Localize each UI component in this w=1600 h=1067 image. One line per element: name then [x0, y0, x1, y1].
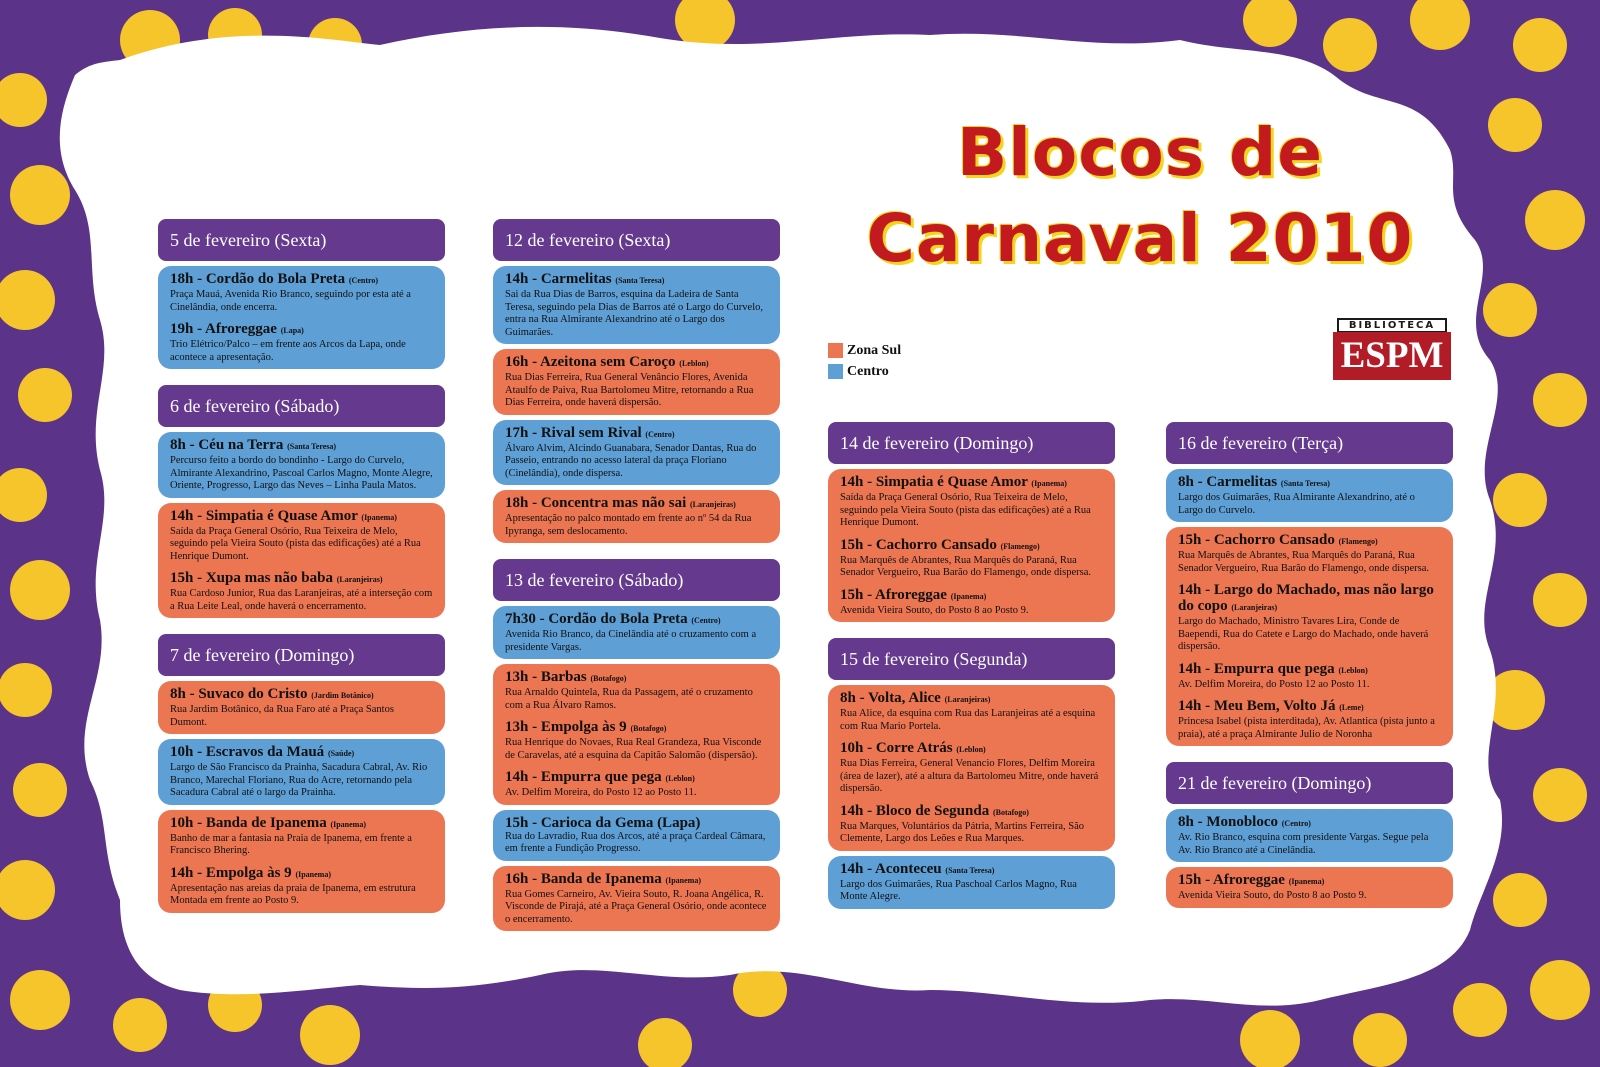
event-heading — [170, 815, 433, 833]
event-title: 14h - Bloco de Segunda — [840, 802, 990, 819]
polka-dot — [1483, 283, 1537, 337]
event-location: (Botafogo) — [630, 724, 667, 733]
centro-event-block — [1166, 469, 1453, 522]
polka-dot — [1353, 1013, 1407, 1067]
day-header: 13 de fevereiro (Sábado) — [493, 559, 780, 601]
event-title: 15h - Carioca da Gema (Lapa) — [505, 814, 701, 831]
event-item — [505, 611, 768, 654]
event-item — [840, 803, 1103, 846]
event-location: (Flamengo) — [1000, 541, 1040, 551]
polka-dot — [1323, 18, 1377, 72]
polka-dot — [1488, 98, 1542, 152]
event-route: Largo de São Francisco da Prainha, Sacadura Cabral, Av. Rio Branco, Marechal Floriano, Rua do Acre, retornando pela Sacadura Cabral até o largo da Prainha. — [170, 762, 428, 798]
event-heading — [840, 474, 1103, 492]
event-title: 15h - Xupa mas não baba — [170, 570, 333, 586]
event-title: 14h - Empurra que pega — [1178, 660, 1335, 677]
polka-dot — [18, 368, 72, 422]
zona-sul-event-block — [493, 866, 780, 932]
event-location: (Lapa) — [280, 326, 304, 335]
polka-dot — [113, 998, 167, 1052]
day-section — [158, 219, 445, 369]
event-route: Princesa Isabel (pista interditada), Av. Atlantica (pista junto a praia), até a praça Almirante Julio de Noronha — [1178, 716, 1435, 740]
event-heading — [1178, 698, 1441, 716]
event-item — [840, 537, 1103, 580]
event-title: 14h - Simpatia é Quase Amor — [840, 474, 1028, 490]
event-location: (Flamengo) — [1338, 537, 1378, 546]
polka-dot — [1493, 473, 1547, 527]
event-route: Praça Mauá, Avenida Rio Branco, seguindo por esta até a Cinelândia, onde encerra. — [170, 289, 411, 313]
event-location: (Botafogo) — [590, 674, 627, 683]
day-header: 16 de fevereiro (Terça) — [1166, 422, 1453, 464]
day-section — [828, 638, 1115, 909]
event-item — [1178, 661, 1441, 692]
event-title: 14h - Aconteceu — [840, 860, 942, 877]
day-header: 12 de fevereiro (Sexta) — [493, 219, 780, 261]
event-location: (Leblon) — [679, 359, 709, 368]
event-heading — [1178, 582, 1441, 616]
event-item — [840, 474, 1103, 530]
event-location: (Centro) — [645, 429, 675, 439]
schedule-column-1 — [158, 219, 445, 929]
page-title — [820, 110, 1460, 282]
event-title: 8h - Volta, Alice — [840, 690, 941, 706]
event-title: 8h - Céu na Terra — [170, 437, 284, 453]
centro-event-block — [493, 420, 780, 486]
logo-main-text: ESPM — [1333, 332, 1451, 380]
event-item — [170, 865, 433, 908]
event-route: Apresentação nas areias da praia de Ipanema, em estrutura Montada em frente ao Posto 9. — [170, 882, 416, 906]
zona-sul-event-block — [828, 469, 1115, 622]
event-location: (Laranjeiras) — [1231, 603, 1278, 612]
event-location: (Leme) — [1339, 703, 1364, 712]
title-line-1: Blocos de — [956, 114, 1323, 191]
event-title: 14h - Carmelitas — [505, 271, 612, 287]
event-location: (Leblon) — [665, 774, 695, 783]
event-title: 16h - Banda de Ipanema — [505, 870, 662, 887]
event-heading — [1178, 474, 1441, 492]
event-route: Rua Henrique do Novaes, Rua Real Grandeza, Rua Visconde de Caravelas, até a esquina da Capitão Salomão (dispersão). — [505, 737, 762, 761]
polka-dot — [10, 560, 70, 620]
event-route: Rua Marquês de Abrantes, Rua Marquês do Paraná, Rua Senador Vergueiro, Rua Barão do Flamengo, onde dispersa. — [840, 554, 1091, 578]
event-route: Avenida Vieira Souto, do Posto 8 ao Posto 9. — [1178, 890, 1367, 901]
zona-sul-event-block — [1166, 527, 1453, 746]
day-header: 7 de fevereiro (Domingo) — [158, 634, 445, 676]
event-route: Avenida Rio Branco, da Cinelândia até o cruzamento com a presidente Vargas. — [505, 629, 757, 653]
event-item — [170, 815, 433, 858]
day-header: 5 de fevereiro (Sexta) — [158, 219, 445, 261]
event-title: 18h - Concentra mas não sai — [505, 495, 687, 511]
event-title: 14h - Empurra que pega — [505, 769, 662, 785]
logo-top-text: BIBLIOTECA — [1337, 318, 1447, 333]
centro-event-block — [493, 810, 780, 861]
event-route: Rua Jardim Botânico, da Rua Faro até a Praça Santos Dumont. — [170, 704, 394, 728]
event-title: 17h - Rival sem Rival — [505, 424, 642, 441]
day-header: 15 de fevereiro (Segunda) — [828, 638, 1115, 680]
legend-swatch-centro — [828, 364, 843, 379]
event-location: (Centro) — [348, 276, 379, 285]
event-heading — [840, 537, 1103, 555]
event-title: 14h - Simpatia é Quase Amor — [170, 507, 358, 524]
day-section — [1166, 422, 1453, 746]
event-location: (Ipanema) — [1288, 877, 1325, 886]
day-header: 6 de fevereiro (Sábado) — [158, 385, 445, 427]
event-item — [1178, 582, 1441, 654]
event-title: 8h - Monobloco — [1178, 814, 1279, 830]
day-section — [158, 634, 445, 913]
event-heading — [505, 425, 768, 443]
schedule-column-4 — [1166, 422, 1453, 924]
event-item — [170, 271, 433, 314]
centro-event-block — [1166, 809, 1453, 862]
event-location: (Saúde) — [327, 749, 355, 758]
legend-item-centro — [828, 361, 901, 382]
event-item — [170, 570, 433, 613]
centro-event-block — [158, 266, 445, 369]
event-heading — [1178, 661, 1441, 679]
event-route: Rua Marques, Voluntários da Pátria, Martins Ferreira, São Clemente, Largo dos Leões e Rua Marques. — [840, 820, 1084, 844]
polka-dot — [1533, 373, 1587, 427]
event-route: Saída da Praça General Osório, Rua Teixeira de Melo, seguindo pela Vieira Souto (pista das edificações) até a Rua Henrique Dumont. — [170, 525, 421, 562]
event-item — [840, 587, 1103, 618]
event-heading — [1178, 872, 1441, 890]
event-route: Trio Elétrico/Palco – em frente aos Arcos da Lapa, onde acontece a apresentação. — [170, 339, 406, 363]
day-header: 14 de fevereiro (Domingo) — [828, 422, 1115, 464]
event-heading — [505, 871, 768, 889]
legend — [828, 340, 901, 382]
event-route: Av. Delfim Moreira, do Posto 12 ao Posto 11. — [505, 787, 697, 798]
legend-item-zona-sul — [828, 340, 901, 361]
event-location: (Laranjeiras) — [336, 575, 383, 584]
event-title: 15h - Afroreggae — [1178, 872, 1285, 888]
event-item — [1178, 532, 1441, 575]
schedule-column-2 — [493, 219, 780, 947]
event-heading — [170, 744, 433, 762]
event-item — [505, 354, 768, 410]
event-heading — [505, 611, 768, 629]
event-route: Av. Delfim Moreira, do Posto 12 ao Posto 11. — [1178, 678, 1370, 690]
event-title: 10h - Escravos da Mauá — [170, 744, 325, 760]
event-item — [170, 508, 433, 564]
event-route: Rua Alice, da esquina com Rua das Laranjeiras até a esquina com Rua Mario Portela. — [840, 708, 1096, 732]
event-location: (Ipanema) — [361, 512, 397, 522]
event-item — [1178, 814, 1441, 857]
event-heading — [840, 740, 1103, 758]
event-title: 16h - Azeitona sem Caroço — [505, 354, 676, 370]
polka-dot — [10, 970, 70, 1030]
day-section — [828, 422, 1115, 622]
day-section — [158, 385, 445, 618]
event-item — [840, 690, 1103, 733]
event-location: (Jardim Botânico) — [311, 691, 374, 700]
event-item — [505, 495, 768, 538]
event-location: (Ipanema) — [1031, 479, 1067, 488]
event-route: Rua Dias Ferreira, General Venancio Flores, Delfim Moreira (área de lazer), até a altura da Bartolomeu Mitre, onde haverá dispersão. — [840, 758, 1099, 794]
event-title: 15h - Cachorro Cansado — [840, 536, 997, 553]
zona-sul-event-block — [158, 810, 445, 913]
event-route: Rua Cardoso Junior, Rua das Laranjeiras, até a interseção com a Rua Leite Leal, onde haverá o encerramento. — [170, 588, 433, 612]
centro-event-block — [158, 432, 445, 498]
event-location: (Centro) — [1281, 819, 1311, 828]
legend-label: Zona Sul — [847, 342, 902, 358]
event-title: 13h - Empolga às 9 — [505, 719, 627, 735]
day-section — [493, 219, 780, 543]
event-title: 13h - Barbas — [505, 669, 587, 685]
event-location: (Leblon) — [956, 745, 986, 754]
polka-dot — [1530, 960, 1590, 1020]
event-item — [1178, 474, 1441, 517]
event-item — [505, 871, 768, 927]
event-item — [505, 669, 768, 712]
centro-event-block — [493, 606, 780, 659]
event-route: Sai da Rua Dias de Barros, esquina da Ladeira de Santa Teresa, seguindo pela Dias de Barros até o Largo do Curvelo, entra na Rua Almirante Alexandrino até o Largo dos Guimarães. — [505, 289, 763, 338]
event-location: (Santa Teresa) — [615, 276, 665, 285]
event-route: Rua Arnaldo Quintela, Rua da Passagem, até o cruzamento com a Rua Álvaro Ramos. — [505, 687, 753, 711]
espm-library-logo — [1333, 318, 1451, 380]
event-heading — [840, 587, 1103, 605]
event-route: Largo do Machado, Ministro Tavares Lira, Conde de Baependi, Rua do Catete e Largo do Machado, onde haverá dispersão. — [1178, 616, 1429, 652]
event-heading — [505, 815, 768, 831]
event-heading — [170, 508, 433, 526]
event-heading — [505, 769, 768, 787]
polka-dot — [1525, 190, 1585, 250]
zona-sul-event-block — [828, 685, 1115, 851]
zona-sul-event-block — [158, 503, 445, 619]
event-route: Largo dos Guimarães, Rua Almirante Alexandrino, até o Largo do Curvelo. — [1178, 492, 1415, 516]
event-location: (Leblon) — [1338, 665, 1368, 675]
event-title: 19h - Afroreggae — [170, 321, 277, 337]
day-section — [1166, 762, 1453, 908]
event-heading — [170, 865, 433, 883]
polka-dot — [1453, 983, 1507, 1037]
event-item — [505, 719, 768, 762]
event-location: (Santa Teresa) — [945, 865, 995, 875]
zona-sul-event-block — [493, 349, 780, 415]
centro-event-block — [828, 856, 1115, 909]
event-title: 8h - Carmelitas — [1178, 474, 1278, 490]
event-heading — [1178, 532, 1441, 550]
event-item — [840, 861, 1103, 904]
event-location: (Laranjeiras) — [690, 500, 736, 509]
event-route: Banho de mar a fantasia na Praia de Ipanema, em frente a Francisco Bhering. — [170, 832, 412, 856]
event-heading — [840, 690, 1103, 708]
event-item — [170, 744, 433, 800]
event-route: Av. Rio Branco, esquina com presidente Vargas. Segue pela Av. Rio Branco até a Cinelândia. — [1178, 832, 1429, 856]
zona-sul-event-block — [493, 490, 780, 543]
event-route: Rua Dias Ferreira, Rua General Venâncio Flores, Avenida Ataulfo de Paiva, Rua Bartolomeu Mitre, retornando a Rua Dias Ferreira, onde haverá dispersão. — [505, 372, 754, 408]
event-item — [170, 686, 433, 729]
event-heading — [170, 686, 433, 704]
event-location: (Ipanema) — [330, 819, 367, 829]
event-heading — [505, 719, 768, 737]
event-title: 15h - Cachorro Cansado — [1178, 532, 1335, 548]
event-item — [170, 321, 433, 364]
event-heading — [505, 271, 768, 289]
day-section — [493, 559, 780, 931]
event-route: Percurso feito a bordo do bondinho - Largo do Curvelo, Almirante Alexandrino, Pascoal Carlos Magno, Monte Alegre, Oriente, Progresso, Largo das Neves – Linha Paula Matos. — [170, 455, 433, 491]
zona-sul-event-block — [158, 681, 445, 734]
event-item — [505, 769, 768, 800]
event-route: Largo dos Guimarães, Rua Paschoal Carlos Magno, Rua Monte Alegre. — [840, 878, 1077, 902]
event-location: (Botafogo) — [992, 807, 1029, 817]
event-title: 14h - Largo do Machado, mas não largo do copo — [1178, 582, 1434, 614]
polka-dot — [1513, 18, 1567, 72]
event-item — [1178, 872, 1441, 903]
polka-dot — [1493, 873, 1547, 927]
event-heading — [170, 321, 433, 339]
event-location: (Centro) — [691, 616, 721, 625]
polka-dot — [0, 663, 52, 717]
event-item — [505, 815, 768, 856]
polka-dot — [10, 165, 70, 225]
title-line-2: Carnaval 2010 — [866, 200, 1414, 277]
centro-event-block — [158, 739, 445, 805]
event-heading — [840, 803, 1103, 821]
polka-dot — [1533, 573, 1587, 627]
event-heading — [170, 570, 433, 588]
event-heading — [505, 669, 768, 687]
event-location: (Ipanema) — [295, 869, 331, 879]
event-route: Saída da Praça General Osório, Rua Teixeira de Melo, seguindo pela Vieira Souto (pista das edificações) até a Rua Henrique Dumont. — [840, 492, 1091, 528]
event-title: 15h - Afroreggae — [840, 586, 947, 603]
event-title: 14h - Empolga às 9 — [170, 864, 292, 881]
event-item — [505, 425, 768, 481]
event-title: 7h30 - Cordão do Bola Preta — [505, 611, 688, 627]
event-route: Rua do Lavradio, Rua dos Arcos, até a praça Cardeal Câmara, em frente a Fundição Progresso. — [505, 830, 766, 854]
zona-sul-event-block — [1166, 867, 1453, 908]
event-heading — [1178, 814, 1441, 832]
event-route: Rua Marquês de Abrantes, Rua Marquês do Paraná, Rua Senador Vergueiro, Rua Barão do Flamengo, onde dispersa. — [1178, 550, 1429, 574]
polka-dot — [13, 763, 67, 817]
event-title: 14h - Meu Bem, Volto Já — [1178, 698, 1336, 714]
event-title: 8h - Suvaco do Cristo — [170, 686, 308, 702]
polka-dot — [1533, 768, 1587, 822]
event-route: Rua Gomes Carneiro, Av. Vieira Souto, R. Joana Angélica, R. Visconde de Pirajá, até a Praça General Osório, onde acontece o encerramento. — [505, 888, 767, 925]
event-route: Avenida Vieira Souto, do Posto 8 ao Posto 9. — [840, 604, 1029, 616]
event-location: (Ipanema) — [950, 591, 987, 601]
event-heading — [170, 437, 433, 455]
event-item — [170, 437, 433, 493]
event-location: (Ipanema) — [665, 875, 702, 885]
event-heading — [505, 495, 768, 513]
event-location: (Santa Teresa) — [1280, 479, 1330, 488]
event-location: (Laranjeiras) — [944, 695, 991, 704]
event-title: 18h - Cordão do Bola Preta — [170, 271, 346, 287]
event-heading — [170, 271, 433, 289]
polka-dot — [300, 1005, 360, 1065]
schedule-column-3 — [828, 422, 1115, 925]
event-heading — [505, 354, 768, 372]
legend-swatch-zona-sul — [828, 343, 843, 358]
event-location: (Santa Teresa) — [287, 442, 337, 451]
event-item — [505, 271, 768, 339]
event-title: 10h - Banda de Ipanema — [170, 814, 327, 831]
event-item — [840, 740, 1103, 796]
zona-sul-event-block — [493, 664, 780, 805]
event-route: Álvaro Alvim, Alcindo Guanabara, Senador Dantas, Rua do Passeio, entrando no acesso lateral da praça Floriano (Cinelândia), onde dispersa. — [505, 442, 757, 479]
event-route: Apresentação no palco montado em frente ao nº 54 da Rua Ipyranga, sem deslocamento. — [505, 513, 752, 537]
centro-event-block — [493, 266, 780, 344]
legend-label: Centro — [847, 363, 889, 379]
event-title: 10h - Corre Atrás — [840, 740, 953, 756]
event-item — [1178, 698, 1441, 741]
day-header: 21 de fevereiro (Domingo) — [1166, 762, 1453, 804]
event-heading — [840, 861, 1103, 879]
